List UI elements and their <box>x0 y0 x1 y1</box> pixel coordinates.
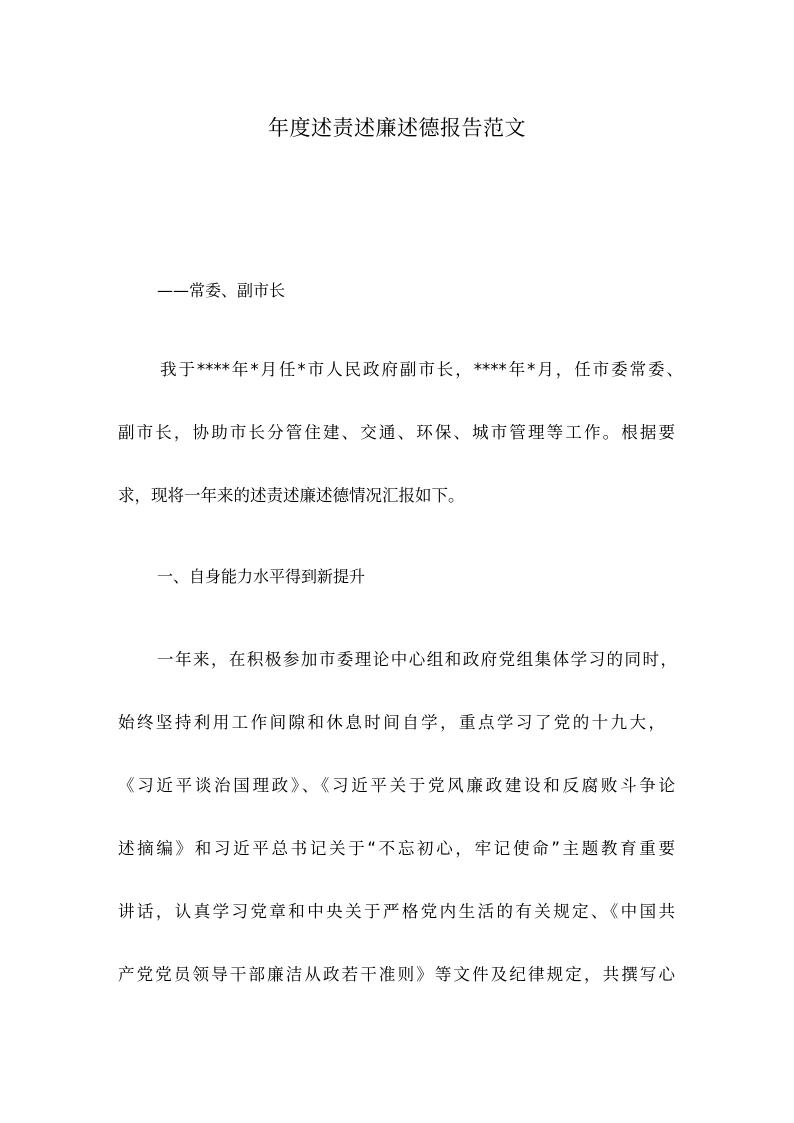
document-subtitle: ——常委、副市长 <box>157 281 286 300</box>
section-line-4: 述摘编》和习近平总书记关于“不忘初心，牢记使命”主题教育重要 <box>118 839 675 858</box>
intro-line-3: 求，现将一年来的述责述廉述德情况汇报如下。 <box>118 486 465 505</box>
document-title: 年度述责述廉述德报告范文 <box>268 116 526 140</box>
section-line-5: 讲话，认真学习党章和中央关于严格党内生活的有关规定、《中国共 <box>118 902 675 921</box>
section-line-2: 始终坚持利用工作间隙和休息时间自学，重点学习了党的十九大， <box>118 713 665 732</box>
section-heading: 一、自身能力水平得到新提升 <box>157 567 366 586</box>
section-line-1: 一年来，在积极参加市委理论中心组和政府党组集体学习的同时， <box>157 650 677 669</box>
section-line-6: 产党党员领导干部廉洁从政若干准则》等文件及纪律规定，共撰写心 <box>118 965 675 984</box>
intro-line-2: 副市长，协助市长分管住建、交通、环保、城市管理等工作。根据要 <box>118 423 675 442</box>
intro-line-1: 我于****年*月任*市人民政府副市长，****年*月，任市委常委、 <box>160 360 683 379</box>
section-line-3: 《习近平谈治国理政》、《习近平关于党风廉政建设和反腐败斗争论 <box>118 776 675 795</box>
